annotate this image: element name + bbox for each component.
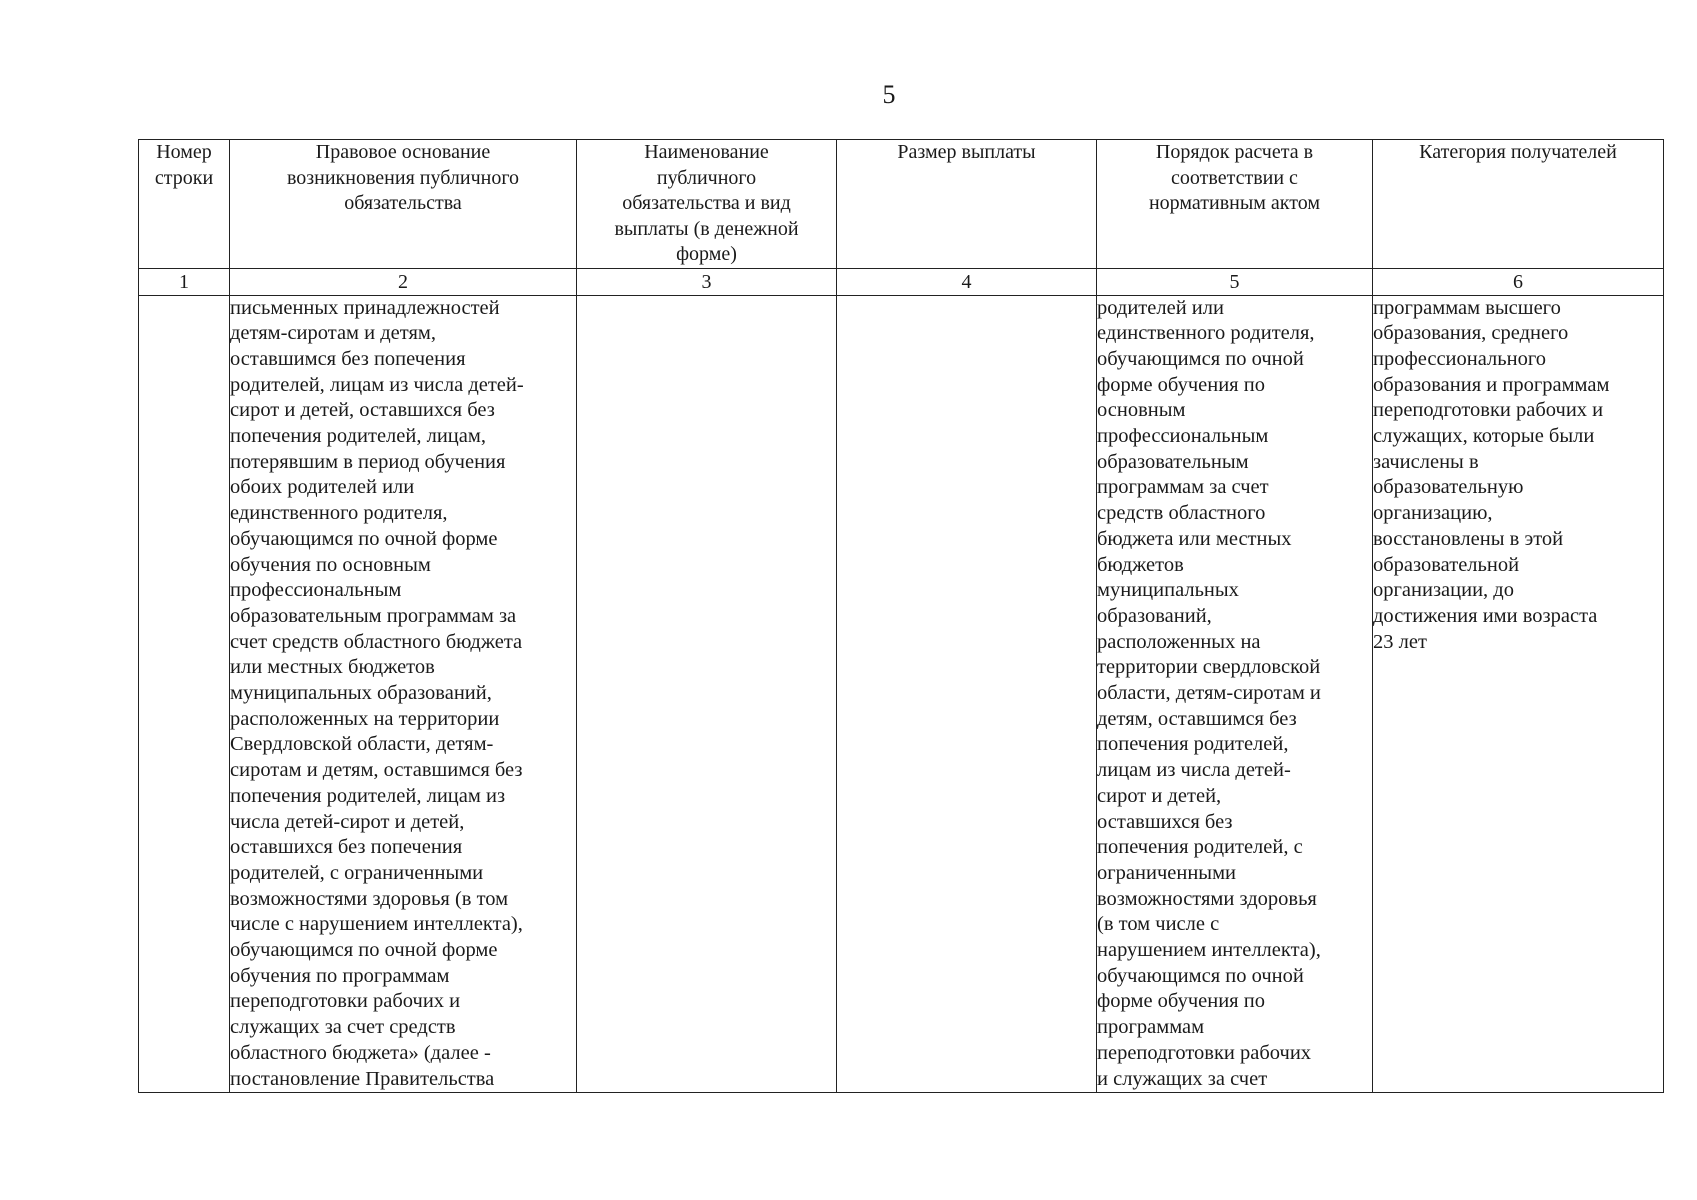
column-number: 3 (577, 268, 837, 295)
column-number: 6 (1373, 268, 1664, 295)
header-calculation-procedure: Порядок расчета в соответствии с нормативным актом (1097, 140, 1373, 269)
legal-basis-cell: письменных принадлежностей детям-сиротам и детям, оставшимся без попечения родителей, лицам из числа детей- сирот и детей, оставшихся без попечения родителей, лицам, потерявшим в период обучения обоих родителей или единственного родителя, обучающимся по очной форме обучения по основным профессиональным образовательным программам за счет средств областного бюджета или местных бюджетов муниципальных образований, расположенных на территории Свердловской области, детям- сиротам и детям, оставшимся без попечения родителей, лицам из числа детей-сирот и детей, оставшихся без попечения родителей, с ограниченными возможностями здоровья (в том числе с нарушением интеллекта), обучающимся по очной форме обучения по программам переподготовки рабочих и служащих за счет средств областного бюджета» (далее - постановление Правительства (230, 295, 577, 1093)
header-row-number: Номер строки (139, 140, 230, 269)
table-header-row (139, 140, 1664, 269)
column-numbers-row (139, 268, 1664, 295)
header-recipient-category: Категория получателей (1373, 140, 1664, 269)
payment-amount-cell (837, 295, 1097, 1093)
column-number: 4 (837, 268, 1097, 295)
row-number-cell (139, 295, 230, 1093)
header-payment-amount: Размер выплаты (837, 140, 1097, 269)
recipient-category-cell: программам высшего образования, среднего профессионального образования и программам переподготовки рабочих и служащих, которые были зачислены в образовательную организацию, восстановлены в этой образовательной организации, до достижения ими возраста 23 лет (1373, 295, 1664, 1093)
column-number: 5 (1097, 268, 1373, 295)
public-obligations-table (138, 139, 1664, 1093)
column-number: 2 (230, 268, 577, 295)
obligation-name-cell (577, 295, 837, 1093)
header-obligation-name: Наименование публичного обязательства и вид выплаты (в денежной форме) (577, 140, 837, 269)
table-row (139, 295, 1664, 1093)
header-legal-basis: Правовое основание возникновения публичного обязательства (230, 140, 577, 269)
calculation-procedure-cell: родителей или единственного родителя, обучающимся по очной форме обучения по основным профессиональным образовательным программам за счет средств областного бюджета или местных бюджетов муниципальных образований, расположенных на территории свердловской области, детям-сиротам и детям, оставшимся без попечения родителей, лицам из числа детей- сирот и детей, оставшихся без попечения родителей, с ограниченными возможностями здоровья (в том числе с нарушением интеллекта), обучающимся по очной форме обучения по программам переподготовки рабочих и служащих за счет (1097, 295, 1373, 1093)
column-number: 1 (139, 268, 230, 295)
page-number: 5 (882, 80, 896, 109)
